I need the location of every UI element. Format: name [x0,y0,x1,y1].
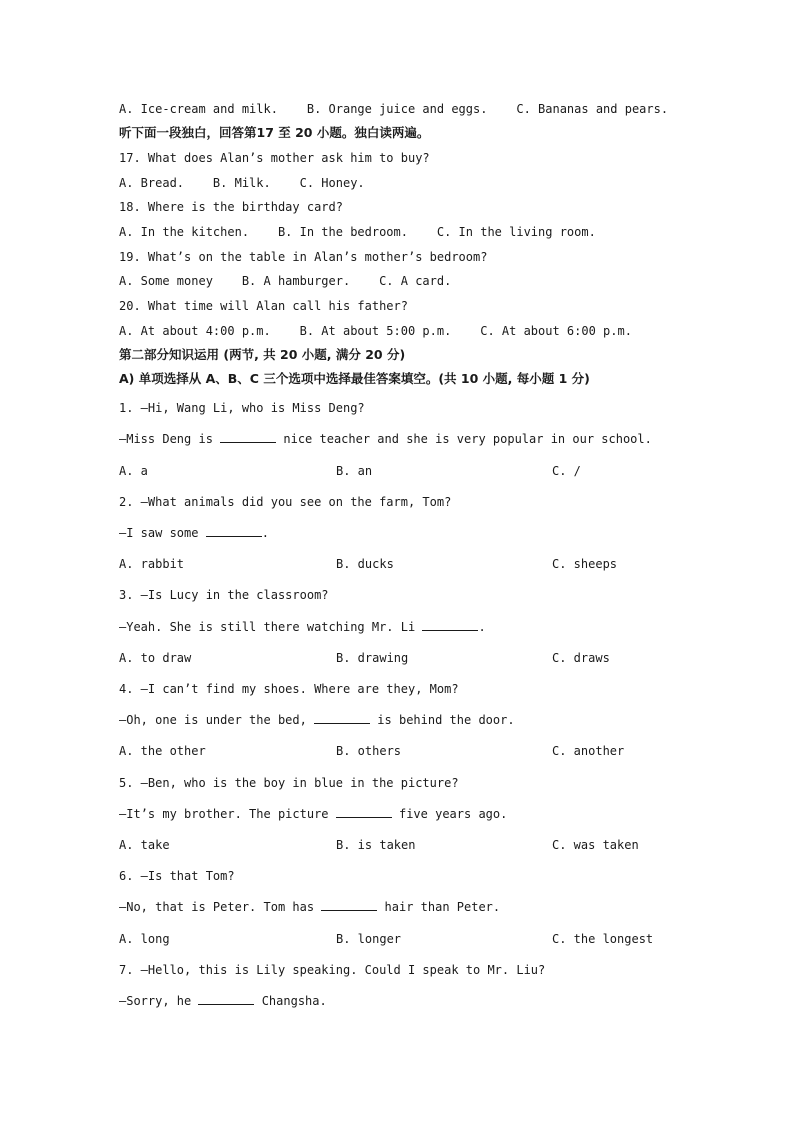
option-a-4: A. the other [119,744,206,758]
question-17-options: A. Bread. B. Milk. C. Honey. [119,176,365,190]
answer-text-post: five years ago. [391,807,508,821]
answer-text-post: . [478,620,486,634]
option-c-3: C. draws [552,651,610,665]
question-19: 19. What’s on the table in Alan’s mother’s bedroom? [119,250,488,264]
option-c-6: C. the longest [552,932,654,946]
option-b-2: B. ducks [336,557,394,571]
option-a-6: A. long [119,932,170,946]
answer-blank [314,712,370,724]
answer-text-pre: —No, that is Peter. Tom has [119,900,322,914]
answer-blank [336,806,392,818]
option-a-3: A. to draw [119,651,192,665]
q16-options: A. Ice-cream and milk. B. Orange juice and eggs. C. Bananas and pears. [119,102,669,116]
answer-blank [220,431,276,443]
answer-blank [422,619,478,631]
section-a-heading: A) 单项选择从 A、B、C 三个选项中选择最佳答案填空。(共 10 小题, 每小题 1 分) [119,371,590,386]
mc-question-4: 4. —I can’t find my shoes. Where are they, Mom? [119,682,459,696]
mc-answer-4 [119,712,515,728]
mc-question-2: 2. —What animals did you see on the farm, Tom? [119,495,452,509]
option-c-4: C. another [552,744,625,758]
answer-text-pre: —Miss Deng is [119,432,221,446]
section-heading-17-20: 听下面一段独白，回答第17 至 20 小题。独白读两遍。 [119,125,430,140]
answer-blank [206,525,262,537]
option-a-2: A. rabbit [119,557,185,571]
mc-question-6: 6. —Is that Tom? [119,869,235,883]
mc-question-5: 5. —Ben, who is the boy in blue in the picture? [119,776,459,790]
answer-text-pre: —I saw some [119,526,206,540]
question-20-options: A. At about 4:00 p.m. B. At about 5:00 p.m. C. At about 6:00 p.m. [119,324,632,338]
answer-text-pre: —It’s my brother. The picture [119,807,336,821]
question-20: 20. What time will Alan call his father? [119,299,408,313]
answer-blank [198,993,254,1005]
question-19-options: A. Some money B. A hamburger. C. A card. [119,274,452,288]
question-18: 18. Where is the birthday card? [119,200,343,214]
mc-answer-6 [119,899,500,915]
option-b-1: B. an [336,464,373,478]
option-b-3: B. drawing [336,651,409,665]
answer-text-pre: —Oh, one is under the bed, [119,713,315,727]
option-c-2: C. sheeps [552,557,618,571]
answer-text-pre: —Sorry, he [119,994,199,1008]
mc-answer-3 [119,619,486,635]
option-a-5: A. take [119,838,170,852]
mc-answer-7 [119,993,327,1009]
mc-answer-2 [119,525,269,541]
part-two-heading: 第二部分知识运用 (两节, 共 20 小题, 满分 20 分) [119,347,406,362]
answer-text-post: hair than Peter. [377,900,501,914]
mc-question-1: 1. —Hi, Wang Li, who is Miss Deng? [119,401,365,415]
option-c-1: C. / [552,464,581,478]
question-18-options: A. In the kitchen. B. In the bedroom. C. In the living room. [119,225,596,239]
option-b-4: B. others [336,744,402,758]
mc-question-7: 7. —Hello, this is Lily speaking. Could I speak to Mr. Liu? [119,963,546,977]
mc-answer-1 [119,431,652,447]
option-c-5: C. was taken [552,838,639,852]
answer-text-post: nice teacher and she is very popular in our school. [276,432,652,446]
answer-blank [321,899,377,911]
answer-text-post: Changsha. [254,994,327,1008]
option-b-5: B. is taken [336,838,416,852]
mc-answer-5 [119,806,507,822]
question-17: 17. What does Alan’s mother ask him to buy? [119,151,430,165]
option-b-6: B. longer [336,932,402,946]
answer-text-post: . [261,526,269,540]
answer-text-post: is behind the door. [370,713,515,727]
mc-question-3: 3. —Is Lucy in the classroom? [119,588,329,602]
answer-text-pre: —Yeah. She is still there watching Mr. Li [119,620,423,634]
option-a-1: A. a [119,464,148,478]
